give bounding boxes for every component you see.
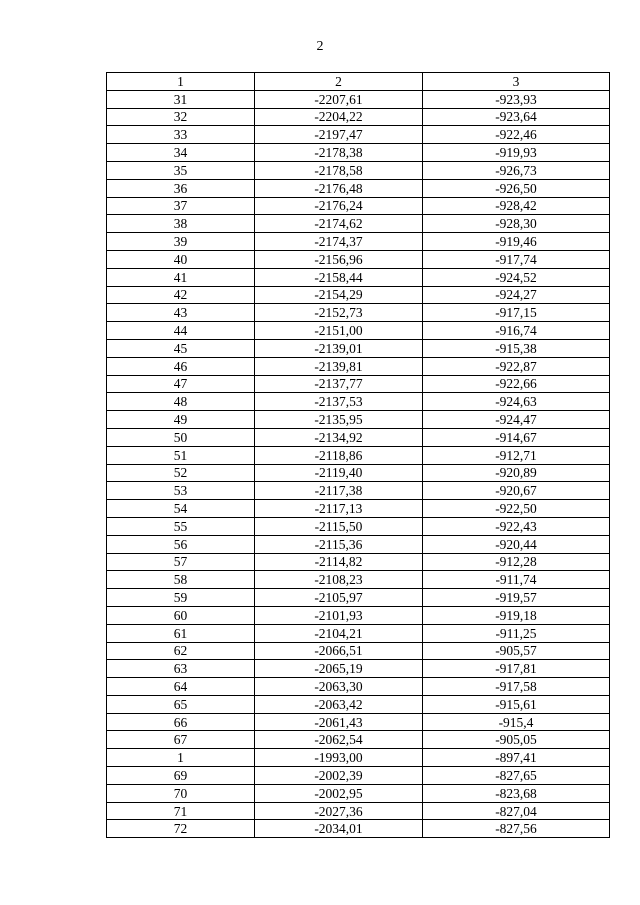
table-cell: -2118,86 — [255, 446, 423, 464]
table-cell: -2119,40 — [255, 464, 423, 482]
table-cell: -922,43 — [423, 517, 610, 535]
table-cell: -2174,62 — [255, 215, 423, 233]
table-cell: 33 — [107, 126, 255, 144]
column-header: 1 — [107, 73, 255, 91]
table-row — [107, 90, 610, 108]
table-cell: -897,41 — [423, 749, 610, 767]
table-row — [107, 660, 610, 678]
table-cell: 56 — [107, 535, 255, 553]
table-cell: -1993,00 — [255, 749, 423, 767]
table-cell: -2178,38 — [255, 144, 423, 162]
page-number: 2 — [316, 39, 324, 54]
table-body — [107, 90, 610, 837]
table-cell: 69 — [107, 767, 255, 785]
table-cell: -2174,37 — [255, 233, 423, 251]
table-row — [107, 464, 610, 482]
table-cell: -917,81 — [423, 660, 610, 678]
table-cell: -2115,36 — [255, 535, 423, 553]
table-cell: -2134,92 — [255, 428, 423, 446]
table-cell: -915,4 — [423, 713, 610, 731]
table-cell: -2156,96 — [255, 250, 423, 268]
table-row — [107, 517, 610, 535]
table-cell: -919,93 — [423, 144, 610, 162]
table-cell: -926,50 — [423, 179, 610, 197]
table-cell: 42 — [107, 286, 255, 304]
table-row — [107, 624, 610, 642]
table-cell: 53 — [107, 482, 255, 500]
table-cell: -911,25 — [423, 624, 610, 642]
table-cell: -2207,61 — [255, 90, 423, 108]
table-cell: 70 — [107, 784, 255, 802]
table-row — [107, 126, 610, 144]
table-cell: 37 — [107, 197, 255, 215]
table-row — [107, 268, 610, 286]
table-cell: -923,64 — [423, 108, 610, 126]
table-cell: 54 — [107, 500, 255, 518]
table-cell: -912,28 — [423, 553, 610, 571]
table-cell: -823,68 — [423, 784, 610, 802]
table-row — [107, 304, 610, 322]
table-row — [107, 233, 610, 251]
table-cell: -2137,77 — [255, 375, 423, 393]
table-cell: -924,52 — [423, 268, 610, 286]
table-row — [107, 446, 610, 464]
table-row — [107, 606, 610, 624]
table-cell: 66 — [107, 713, 255, 731]
table-cell: -924,63 — [423, 393, 610, 411]
table-row — [107, 393, 610, 411]
data-table — [106, 72, 610, 838]
table-cell: -912,71 — [423, 446, 610, 464]
table-row — [107, 802, 610, 820]
table-cell: 72 — [107, 820, 255, 838]
table-row — [107, 678, 610, 696]
table-cell: -2002,39 — [255, 767, 423, 785]
table-cell: 47 — [107, 375, 255, 393]
table-cell: -2152,73 — [255, 304, 423, 322]
table-row — [107, 357, 610, 375]
table-cell: -919,18 — [423, 606, 610, 624]
table-cell: -2114,82 — [255, 553, 423, 571]
table-row — [107, 250, 610, 268]
table-row — [107, 108, 610, 126]
table-cell: 40 — [107, 250, 255, 268]
table-cell: 44 — [107, 322, 255, 340]
table-cell: -923,93 — [423, 90, 610, 108]
table-cell: -928,42 — [423, 197, 610, 215]
table-cell: -917,15 — [423, 304, 610, 322]
table-cell: 65 — [107, 695, 255, 713]
table-cell: -905,57 — [423, 642, 610, 660]
table-cell: -827,04 — [423, 802, 610, 820]
table-row — [107, 767, 610, 785]
table-cell: 41 — [107, 268, 255, 286]
table-row — [107, 500, 610, 518]
table-cell: -2176,48 — [255, 179, 423, 197]
table-row — [107, 820, 610, 838]
table-cell: -2027,36 — [255, 802, 423, 820]
table-cell: 46 — [107, 357, 255, 375]
table-row — [107, 695, 610, 713]
table-cell: 62 — [107, 642, 255, 660]
table-cell: -920,67 — [423, 482, 610, 500]
table-cell: -2158,44 — [255, 268, 423, 286]
table-row — [107, 482, 610, 500]
table-cell: 34 — [107, 144, 255, 162]
table-cell: -2139,81 — [255, 357, 423, 375]
table-cell: -2154,29 — [255, 286, 423, 304]
table-cell: 58 — [107, 571, 255, 589]
table-row — [107, 339, 610, 357]
table-cell: 60 — [107, 606, 255, 624]
table-cell: 51 — [107, 446, 255, 464]
table-cell: -922,46 — [423, 126, 610, 144]
table-cell: 38 — [107, 215, 255, 233]
table-row — [107, 144, 610, 162]
table-cell: -2066,51 — [255, 642, 423, 660]
table-cell: -2061,43 — [255, 713, 423, 731]
table-row — [107, 179, 610, 197]
table-cell: 32 — [107, 108, 255, 126]
table-cell: 31 — [107, 90, 255, 108]
table-cell: -2151,00 — [255, 322, 423, 340]
table-cell: -2178,58 — [255, 161, 423, 179]
table-cell: 52 — [107, 464, 255, 482]
table-cell: -915,38 — [423, 339, 610, 357]
table-cell: -827,56 — [423, 820, 610, 838]
table-row — [107, 713, 610, 731]
table-cell: -2197,47 — [255, 126, 423, 144]
table-cell: 36 — [107, 179, 255, 197]
table-cell: -911,74 — [423, 571, 610, 589]
table-cell: -827,65 — [423, 767, 610, 785]
table-cell: -2137,53 — [255, 393, 423, 411]
table-cell: -919,57 — [423, 589, 610, 607]
table-header-row — [107, 73, 610, 91]
table-row — [107, 428, 610, 446]
table-row — [107, 375, 610, 393]
table-cell: -922,66 — [423, 375, 610, 393]
table-cell: 50 — [107, 428, 255, 446]
column-header: 2 — [255, 73, 423, 91]
table-cell: -2105,97 — [255, 589, 423, 607]
column-header: 3 — [423, 73, 610, 91]
table-cell: -2104,21 — [255, 624, 423, 642]
table-cell: -2063,30 — [255, 678, 423, 696]
table-cell: -917,74 — [423, 250, 610, 268]
table-cell: -917,58 — [423, 678, 610, 696]
table-cell: -922,50 — [423, 500, 610, 518]
table-cell: -2117,38 — [255, 482, 423, 500]
table-cell: 35 — [107, 161, 255, 179]
table-cell: -2034,01 — [255, 820, 423, 838]
table-cell: -2065,19 — [255, 660, 423, 678]
table-cell: -919,46 — [423, 233, 610, 251]
table-cell: -2101,93 — [255, 606, 423, 624]
table-cell: -2062,54 — [255, 731, 423, 749]
table-row — [107, 411, 610, 429]
table-row — [107, 731, 610, 749]
table-cell: 49 — [107, 411, 255, 429]
table-row — [107, 749, 610, 767]
table-cell: -915,61 — [423, 695, 610, 713]
table-cell: -2135,95 — [255, 411, 423, 429]
table-cell: 61 — [107, 624, 255, 642]
table-cell: 71 — [107, 802, 255, 820]
table-cell: 1 — [107, 749, 255, 767]
table-cell: -2117,13 — [255, 500, 423, 518]
table-cell: -905,05 — [423, 731, 610, 749]
table-cell: -920,89 — [423, 464, 610, 482]
table-cell: -914,67 — [423, 428, 610, 446]
table-row — [107, 322, 610, 340]
table-cell: 64 — [107, 678, 255, 696]
table-cell: -924,47 — [423, 411, 610, 429]
table-cell: -2063,42 — [255, 695, 423, 713]
table-row — [107, 784, 610, 802]
table-row — [107, 642, 610, 660]
table-cell: 63 — [107, 660, 255, 678]
table-cell: 48 — [107, 393, 255, 411]
table-cell: -924,27 — [423, 286, 610, 304]
table-cell: 45 — [107, 339, 255, 357]
table-cell: 39 — [107, 233, 255, 251]
table-cell: -916,74 — [423, 322, 610, 340]
table-cell: -2115,50 — [255, 517, 423, 535]
table-cell: -926,73 — [423, 161, 610, 179]
table-cell: 57 — [107, 553, 255, 571]
table-cell: 55 — [107, 517, 255, 535]
table-row — [107, 589, 610, 607]
table-cell: -2002,95 — [255, 784, 423, 802]
table-row — [107, 197, 610, 215]
table-cell: -928,30 — [423, 215, 610, 233]
table-cell: -922,87 — [423, 357, 610, 375]
table-row — [107, 161, 610, 179]
table-cell: 43 — [107, 304, 255, 322]
table-cell: -2139,01 — [255, 339, 423, 357]
table-row — [107, 535, 610, 553]
table-row — [107, 286, 610, 304]
table-cell: -920,44 — [423, 535, 610, 553]
table-cell: 59 — [107, 589, 255, 607]
table-row — [107, 553, 610, 571]
table-cell: -2204,22 — [255, 108, 423, 126]
table-row — [107, 571, 610, 589]
table-cell: -2108,23 — [255, 571, 423, 589]
table-cell: 67 — [107, 731, 255, 749]
table-row — [107, 215, 610, 233]
table-cell: -2176,24 — [255, 197, 423, 215]
